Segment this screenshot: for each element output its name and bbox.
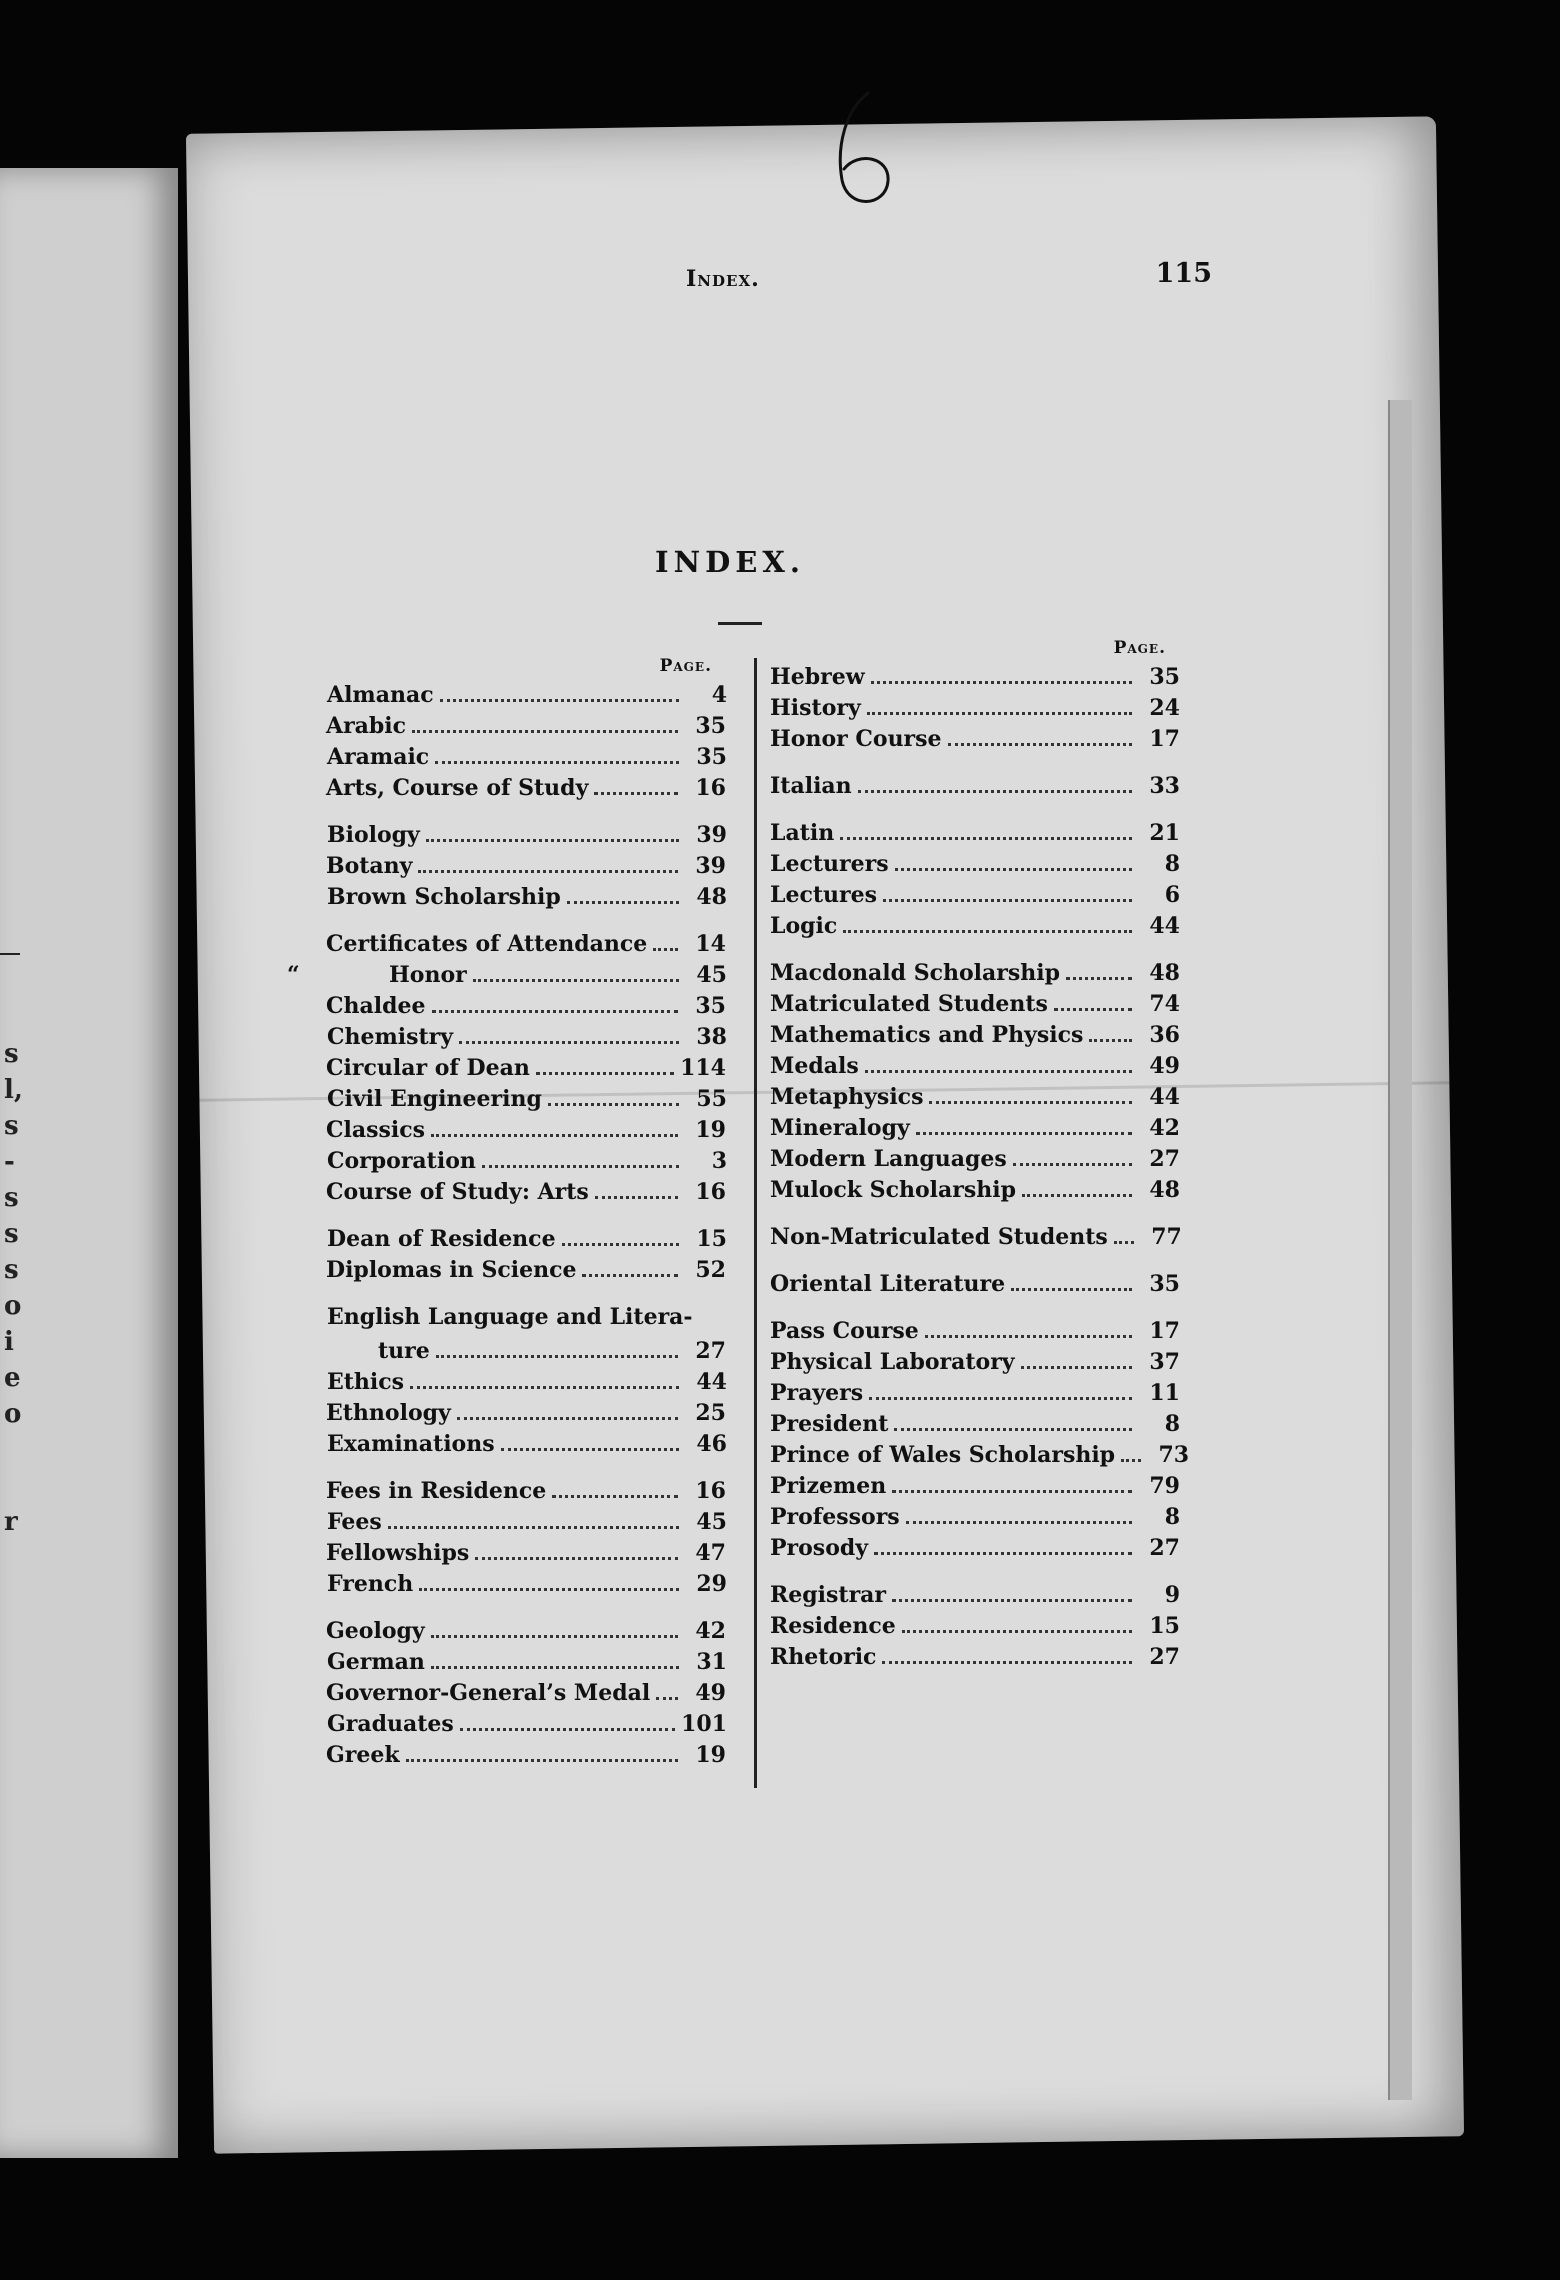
index-entry-label: Pass Course xyxy=(770,1318,919,1344)
dot-leader xyxy=(562,1225,679,1246)
index-entry-label: Metaphysics xyxy=(770,1084,924,1110)
left-page-fragment xyxy=(0,168,178,2158)
index-entry-label: Prosody xyxy=(770,1535,869,1561)
index-entry xyxy=(326,1336,726,1367)
dot-leader xyxy=(435,743,679,764)
index-entry-label: Matriculated Students xyxy=(770,991,1048,1017)
column-divider xyxy=(754,658,757,1788)
dot-leader xyxy=(460,1710,675,1731)
index-entry-page: 21 xyxy=(1149,820,1180,846)
index-entry-page: 17 xyxy=(1149,1318,1180,1344)
index-entry-page: 39 xyxy=(695,853,726,879)
index-entry-label: Latin xyxy=(770,820,835,846)
dot-leader xyxy=(1121,1441,1141,1462)
index-entry-page: 47 xyxy=(695,1540,726,1566)
index-entry-page: 6 xyxy=(1164,882,1180,908)
index-entry xyxy=(327,1146,727,1177)
index-entry xyxy=(770,1175,1180,1206)
dot-leader xyxy=(388,1508,679,1529)
index-entry xyxy=(770,1222,1180,1253)
page-title: INDEX. xyxy=(655,545,805,579)
index-entry-page: 35 xyxy=(1149,664,1180,690)
index-entry xyxy=(327,1507,727,1538)
index-entry-page: 35 xyxy=(695,713,726,739)
index-entry-page: 27 xyxy=(1149,1535,1180,1561)
index-entry-label: Mathematics and Physics xyxy=(770,1022,1084,1048)
dot-leader xyxy=(1066,959,1132,980)
index-entry xyxy=(770,724,1180,755)
index-entry-page: 17 xyxy=(1149,726,1180,752)
index-entry-label: Modern Languages xyxy=(770,1146,1007,1172)
index-entry-page: 74 xyxy=(1149,991,1180,1017)
index-entry-label: Honor Course xyxy=(770,726,942,752)
index-entry xyxy=(326,929,726,960)
handwritten-page-mark xyxy=(828,85,898,215)
dot-leader xyxy=(948,725,1132,746)
index-entry xyxy=(770,1440,1190,1471)
dot-leader xyxy=(871,663,1132,684)
dot-leader xyxy=(699,1306,719,1324)
index-entry xyxy=(770,1533,1180,1564)
index-entry xyxy=(326,1053,726,1084)
index-entry xyxy=(287,960,727,991)
dot-leader xyxy=(1013,1145,1132,1166)
dot-leader xyxy=(473,961,679,982)
index-entry-page: 39 xyxy=(696,822,727,848)
index-entry-page: 27 xyxy=(695,1338,726,1364)
index-entry xyxy=(327,1022,727,1053)
index-entry xyxy=(326,1538,726,1569)
dot-leader xyxy=(916,1114,1132,1135)
index-entry xyxy=(770,911,1180,942)
index-entry-label: Corporation xyxy=(327,1148,476,1174)
index-entry-label: Chaldee xyxy=(326,993,426,1019)
index-entry-page: 46 xyxy=(696,1431,727,1457)
index-entry-page: 48 xyxy=(1149,1177,1180,1203)
dot-leader xyxy=(1114,1223,1134,1244)
index-entry xyxy=(770,1502,1180,1533)
index-entry-page: 24 xyxy=(1149,695,1180,721)
dot-leader xyxy=(843,912,1132,933)
dot-leader xyxy=(567,883,679,904)
index-entry-label: Classics xyxy=(326,1117,426,1143)
index-entry-label: Prince of Wales Scholarship xyxy=(770,1442,1116,1468)
index-entry xyxy=(770,880,1180,911)
index-entry-label: Graduates xyxy=(327,1711,454,1737)
left-page-glyph: s xyxy=(4,1255,19,1285)
index-entry-page: 114 xyxy=(680,1055,726,1081)
index-entry xyxy=(770,989,1180,1020)
index-entry xyxy=(327,1429,727,1460)
column-header: Page. xyxy=(1113,638,1166,658)
index-entry-label: German xyxy=(327,1649,425,1675)
dot-leader xyxy=(865,1052,1132,1073)
index-entry xyxy=(327,1647,727,1678)
dot-leader xyxy=(867,694,1132,715)
index-entry-page: 42 xyxy=(695,1618,726,1644)
index-entry-page: 73 xyxy=(1158,1442,1190,1468)
dot-leader xyxy=(418,852,678,873)
index-entry-label: ture xyxy=(378,1338,430,1364)
dot-leader xyxy=(1089,1021,1132,1042)
index-entry-label: Circular of Dean xyxy=(326,1055,530,1081)
index-entry xyxy=(770,849,1180,880)
left-page-glyph: e xyxy=(4,1363,21,1393)
dot-leader xyxy=(412,712,678,733)
index-entry-label: Non-Matriculated Students xyxy=(770,1224,1108,1250)
dot-leader xyxy=(595,1178,678,1199)
index-entry-label: Mulock Scholarship xyxy=(770,1177,1016,1203)
dot-leader xyxy=(406,1741,678,1762)
index-entry-page: 19 xyxy=(695,1117,726,1143)
index-entry-label: Course of Study: Arts xyxy=(326,1179,589,1205)
dot-leader xyxy=(895,850,1132,871)
index-entry-label: Brown Scholarship xyxy=(327,884,561,910)
index-entry-label: Prizemen xyxy=(770,1473,887,1499)
dot-leader xyxy=(431,1648,679,1669)
dot-leader xyxy=(594,774,678,795)
index-entries-left xyxy=(287,680,727,1771)
index-entry xyxy=(770,1580,1180,1611)
index-entry-label: Fellowships xyxy=(326,1540,470,1566)
index-entry-label: French xyxy=(327,1571,414,1597)
index-entry-page: 31 xyxy=(696,1649,727,1675)
index-entry xyxy=(770,1378,1180,1409)
left-page-glyph: o xyxy=(4,1291,22,1321)
index-entry-label: Lectures xyxy=(770,882,877,908)
index-entry-label: Chemistry xyxy=(327,1024,454,1050)
left-page-glyph: s xyxy=(4,1183,19,1213)
index-entry-page: 29 xyxy=(696,1571,727,1597)
index-entry-page: 52 xyxy=(695,1257,726,1283)
dot-leader xyxy=(874,1534,1132,1555)
index-entry xyxy=(327,882,727,913)
index-entry-page: 38 xyxy=(696,1024,727,1050)
dot-leader xyxy=(656,1679,678,1700)
index-entry xyxy=(770,662,1180,693)
index-entry-label: Registrar xyxy=(770,1582,887,1608)
dot-leader xyxy=(419,1570,679,1591)
dot-leader xyxy=(906,1503,1132,1524)
dot-leader xyxy=(902,1612,1132,1633)
index-entry-label: Hebrew xyxy=(770,664,865,690)
index-entry-page: 44 xyxy=(696,1369,727,1395)
left-page-glyph: o xyxy=(4,1399,22,1429)
index-entry-label: Aramaic xyxy=(327,744,430,770)
ditto-mark: “ xyxy=(287,962,300,988)
left-page-glyph xyxy=(4,1432,24,1468)
left-page-glyph: s xyxy=(4,1219,19,1249)
index-entry-label: Almanac xyxy=(327,682,434,708)
index-entry-page: 11 xyxy=(1149,1380,1180,1406)
index-entry xyxy=(327,742,727,773)
dot-leader xyxy=(548,1085,679,1106)
dot-leader xyxy=(925,1317,1132,1338)
left-page-rule xyxy=(0,953,20,955)
index-entry-label: English Language and Litera- xyxy=(327,1304,693,1330)
index-entry-page: 8 xyxy=(1164,851,1180,877)
index-entry-label: Examinations xyxy=(327,1431,495,1457)
index-entry-label: Diplomas in Science xyxy=(326,1257,577,1283)
dot-leader xyxy=(482,1147,679,1168)
index-entry xyxy=(327,1367,727,1398)
index-entry-label: Prayers xyxy=(770,1380,864,1406)
dot-leader xyxy=(431,1617,678,1638)
index-entry xyxy=(770,1409,1180,1440)
index-entry xyxy=(770,1642,1180,1673)
index-entry-label: Medals xyxy=(770,1053,859,1079)
running-head xyxy=(486,258,1266,306)
index-entry xyxy=(327,680,727,711)
index-column-right xyxy=(770,638,1190,1673)
index-entry-page: 4 xyxy=(711,682,727,708)
index-entry-page: 35 xyxy=(696,744,727,770)
dot-leader xyxy=(536,1054,674,1075)
index-entry xyxy=(326,851,726,882)
index-entry-page: 48 xyxy=(696,884,727,910)
index-entry-label: Ethics xyxy=(327,1369,405,1395)
dot-leader xyxy=(892,1581,1132,1602)
index-entry-label: Governor-General’s Medal xyxy=(326,1680,651,1706)
dot-leader xyxy=(894,1410,1132,1431)
dot-leader xyxy=(501,1430,679,1451)
index-entry-label: Oriental Literature xyxy=(770,1271,1006,1297)
index-entry-page: 35 xyxy=(695,993,726,1019)
index-entry-label: History xyxy=(770,695,861,721)
index-entry xyxy=(770,1113,1180,1144)
index-entry-page: 3 xyxy=(711,1148,727,1174)
column-header: Page. xyxy=(659,656,712,676)
index-entry-page: 101 xyxy=(681,1711,727,1737)
index-entry xyxy=(326,1255,726,1286)
index-entry xyxy=(326,1115,726,1146)
dot-leader xyxy=(459,1023,679,1044)
page-number: 115 xyxy=(1155,258,1212,289)
index-entry-page: 42 xyxy=(1149,1115,1180,1141)
left-page-glyph: - xyxy=(4,1147,15,1177)
index-entry xyxy=(326,1740,726,1771)
index-entry-label: Macdonald Scholarship xyxy=(770,960,1060,986)
index-entry-label: Italian xyxy=(770,773,852,799)
index-entry-page: 15 xyxy=(696,1226,727,1252)
dot-leader xyxy=(929,1083,1132,1104)
dot-leader xyxy=(426,821,679,842)
index-entry-page: 55 xyxy=(696,1086,727,1112)
index-entry xyxy=(770,771,1180,802)
index-entry xyxy=(326,1476,726,1507)
index-entry xyxy=(770,1051,1180,1082)
index-entry-label: Fees in Residence xyxy=(326,1478,547,1504)
index-entry-label: Mineralogy xyxy=(770,1115,910,1141)
index-entry xyxy=(770,958,1180,989)
index-entry-label: Biology xyxy=(327,822,420,848)
dot-leader xyxy=(883,881,1132,902)
dot-leader xyxy=(582,1256,678,1277)
index-entry xyxy=(327,1709,727,1740)
index-entry-label: Fees xyxy=(327,1509,382,1535)
dot-leader xyxy=(882,1643,1132,1664)
dot-leader xyxy=(653,930,678,951)
dot-leader xyxy=(1022,1176,1132,1197)
index-entry-page: 49 xyxy=(695,1680,726,1706)
index-entry xyxy=(326,991,726,1022)
index-entry-label: Residence xyxy=(770,1613,896,1639)
index-entries-right xyxy=(770,662,1190,1673)
index-entry-page: 44 xyxy=(1149,1084,1180,1110)
index-entry-label: Botany xyxy=(326,853,413,879)
index-entry xyxy=(327,1224,727,1255)
index-entry xyxy=(770,818,1180,849)
dot-leader xyxy=(440,681,679,702)
left-page-glyph: i xyxy=(4,1327,14,1357)
index-entry-page: 37 xyxy=(1149,1349,1180,1375)
index-entry-page: 27 xyxy=(1149,1644,1180,1670)
left-page-glyph: s xyxy=(4,1111,19,1141)
index-entry xyxy=(327,1302,727,1336)
index-entry-page: 45 xyxy=(696,1509,727,1535)
index-entry-page: 35 xyxy=(1149,1271,1180,1297)
dot-leader xyxy=(1011,1270,1132,1291)
dot-leader xyxy=(858,772,1132,793)
index-entry-label: Certificates of Attendance xyxy=(326,931,648,957)
index-entry xyxy=(326,1678,726,1709)
dot-leader xyxy=(840,819,1132,840)
page-edge xyxy=(1388,400,1412,2100)
index-entry-label: President xyxy=(770,1411,889,1437)
index-entry xyxy=(770,1471,1180,1502)
index-entry xyxy=(327,820,727,851)
left-page-glyph: s xyxy=(4,1039,19,1069)
index-entry xyxy=(770,693,1180,724)
index-entry-page: 16 xyxy=(695,1478,726,1504)
index-entry xyxy=(326,1616,726,1647)
index-entry xyxy=(326,711,726,742)
left-page-glyph: l, xyxy=(4,1075,23,1105)
index-entry xyxy=(326,1398,726,1429)
index-entry-label: Dean of Residence xyxy=(327,1226,556,1252)
index-entry-label: Professors xyxy=(770,1504,900,1530)
dot-leader xyxy=(436,1337,678,1358)
left-page-glyph: r xyxy=(4,1507,18,1537)
dot-leader xyxy=(431,1116,678,1137)
left-page-text-fragments xyxy=(4,1036,24,1540)
index-entry-page: 49 xyxy=(1149,1053,1180,1079)
index-entry-page: 16 xyxy=(695,775,726,801)
index-entry-page: 15 xyxy=(1149,1613,1180,1639)
dot-leader xyxy=(892,1472,1132,1493)
index-entry-label: Logic xyxy=(770,913,838,939)
index-entry-page: 48 xyxy=(1149,960,1180,986)
index-entry-label: Geology xyxy=(326,1618,425,1644)
dot-leader xyxy=(1021,1348,1132,1369)
index-column-left xyxy=(287,656,727,1771)
index-entry xyxy=(770,1020,1180,1051)
index-entry xyxy=(770,1316,1180,1347)
index-entry xyxy=(770,1269,1180,1300)
index-entry-page: 25 xyxy=(695,1400,726,1426)
index-entry xyxy=(326,773,726,804)
running-head-title: Index. xyxy=(686,266,760,292)
index-entry-label: Rhetoric xyxy=(770,1644,877,1670)
index-entry xyxy=(770,1082,1180,1113)
dot-leader xyxy=(410,1368,679,1389)
index-entry-page: 27 xyxy=(1149,1146,1180,1172)
index-entry xyxy=(770,1144,1180,1175)
index-entry-page: 19 xyxy=(695,1742,726,1768)
index-entry xyxy=(327,1084,727,1115)
index-entry-page: 14 xyxy=(695,931,726,957)
index-entry-label: Arts, Course of Study xyxy=(326,775,589,801)
index-entry-page: 8 xyxy=(1164,1504,1180,1530)
index-entry xyxy=(326,1177,726,1208)
index-entry-label: Arabic xyxy=(326,713,407,739)
dot-leader xyxy=(552,1477,678,1498)
index-entry-label: Honor xyxy=(389,962,467,988)
left-page-glyph xyxy=(4,1468,24,1504)
dot-leader xyxy=(475,1539,678,1560)
index-entry-page: 45 xyxy=(696,962,727,988)
index-entry-page: 8 xyxy=(1164,1411,1180,1437)
index-entry-label: Civil Engineering xyxy=(327,1086,542,1112)
index-entry-page: 16 xyxy=(695,1179,726,1205)
index-entry-page: 9 xyxy=(1164,1582,1180,1608)
title-rule xyxy=(718,622,762,625)
index-entry xyxy=(770,1347,1180,1378)
dot-leader xyxy=(432,992,679,1013)
index-entry-page: 79 xyxy=(1149,1473,1180,1499)
index-entry-page: 77 xyxy=(1151,1224,1182,1250)
index-entry-label: Ethnology xyxy=(326,1400,451,1426)
dot-leader xyxy=(869,1379,1132,1400)
index-entry-label: Lecturers xyxy=(770,851,889,877)
index-entry-page: 44 xyxy=(1149,913,1180,939)
index-entry-page: 33 xyxy=(1149,773,1180,799)
dot-leader xyxy=(457,1399,678,1420)
index-entry xyxy=(770,1611,1180,1642)
index-entry xyxy=(327,1569,727,1600)
index-entry-label: Greek xyxy=(326,1742,400,1768)
dot-leader xyxy=(1054,990,1132,1011)
index-entry-label: Physical Laboratory xyxy=(770,1349,1015,1375)
index-entry-page: 36 xyxy=(1149,1022,1180,1048)
